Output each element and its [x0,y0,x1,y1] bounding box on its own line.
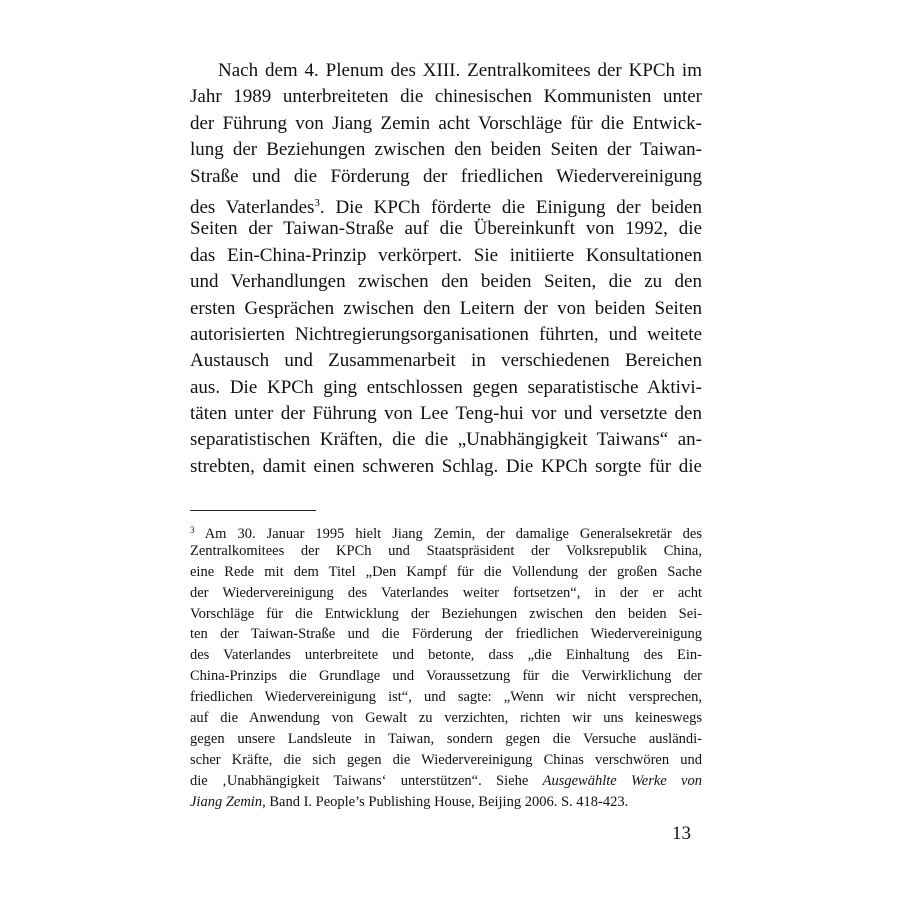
footnote-line: friedlichen Wiedervereinigung ist“, und sagte: „Wenn wir nicht versprechen, [190,689,702,706]
text-line: Austausch und Zusammenarbeit in verschiedenen Bereichen [190,350,702,372]
text-line: täten unter der Führung von Lee Teng-hui vor und versetzte den [190,403,702,425]
text-segment: . Die KPCh förderte die Einigung der beiden [319,196,702,218]
footnote-marker: 3 [190,525,195,535]
footnote-line: auf die Anwendung von Gewalt zu verzichten, richten wir uns keineswegs [190,710,702,727]
footnote-line: Vorschläge für die Entwicklung der Beziehungen zwischen den beiden Sei- [190,605,702,622]
text-line: der Führung von Jiang Zemin acht Vorschläge für die Entwick- [190,112,702,134]
text-line: Seiten der Taiwan-Straße auf die Übereinkunft von 1992, die [190,218,702,240]
footnote-line: China-Prinzips die Grundlage und Voraussetzung für die Verwirklichung der [190,668,702,685]
footnote-line [190,520,702,541]
text-line: und Verhandlungen zwischen den beiden Seiten, die zu den [190,271,702,293]
text-segment: Am 30. Januar 1995 hielt Jiang Zemin, der damalige Generalsekretär des [204,526,702,542]
text-line: ersten Gesprächen zwischen den Leitern der von beiden Seiten [190,297,702,319]
text-line: separatistischen Kräften, die die „Unabhängigkeit Taiwans“ an- [190,429,702,451]
text-line [190,190,702,216]
footnote-reference: 3 [314,196,320,209]
book-title: Ausgewählte Werke von [542,772,702,789]
footnote-divider [190,510,316,511]
footnote-line: ten der Taiwan-Straße und die Förderung der friedlichen Wiedervereinigung [190,626,702,643]
text-segment: des Vaterlandes [190,196,315,218]
text-line: strebten, damit einen schweren Schlag. Die KPCh sorgte für die [190,455,702,477]
book-title: Jiang Zemin [190,793,263,810]
text-segment: , Band I. People’s Publishing House, Beijing 2006. S. 418-423. [262,793,629,810]
text-line: Straße und die Förderung der friedlichen Wiedervereinigung [190,165,702,187]
footnote-line: der Wiedervereinigung des Vaterlandes weiter fortsetzen“, in der er acht [190,584,702,601]
footnote-line: Zentralkomitees der KPCh und Staatspräsident der Volksrepublik China, [190,542,702,559]
text-line: lung der Beziehungen zwischen den beiden Seiten der Taiwan- [190,139,702,161]
footnote-line: eine Rede mit dem Titel „Den Kampf für die Vollendung der großen Sache [190,563,702,580]
footnote [190,520,702,812]
text-segment: die ‚Unabhängigkeit Taiwans‘ unterstützen“. Siehe [190,772,529,789]
text-line: Jahr 1989 unterbreiteten die chinesischen Kommunisten unter [190,86,702,108]
text-line: autorisierten Nichtregierungsorganisationen führten, und weitete [190,323,702,345]
text-line: Nach dem 4. Plenum des XIII. Zentralkomitees der KPCh im [218,60,702,81]
text-line: aus. Die KPCh ging entschlossen gegen separatistische Aktivi- [190,376,702,398]
footnote-line: scher Kräfte, die sich gegen die Wiedervereinigung Chinas verschwören und [190,751,702,768]
footnote-line [190,792,702,813]
main-text [190,58,702,480]
text-line: das Ein-China-Prinzip verkörpert. Sie initiierte Konsultationen [190,244,702,266]
footnote-line: gegen unsere Landsleute in Taiwan, sondern gegen die Versuche ausländi- [190,730,702,747]
page-number: 13 [672,823,691,844]
footnote-line: des Vaterlandes unterbreitete und betonte, dass „die Einhaltung des Ein- [190,647,702,664]
footnote-line [190,771,702,792]
